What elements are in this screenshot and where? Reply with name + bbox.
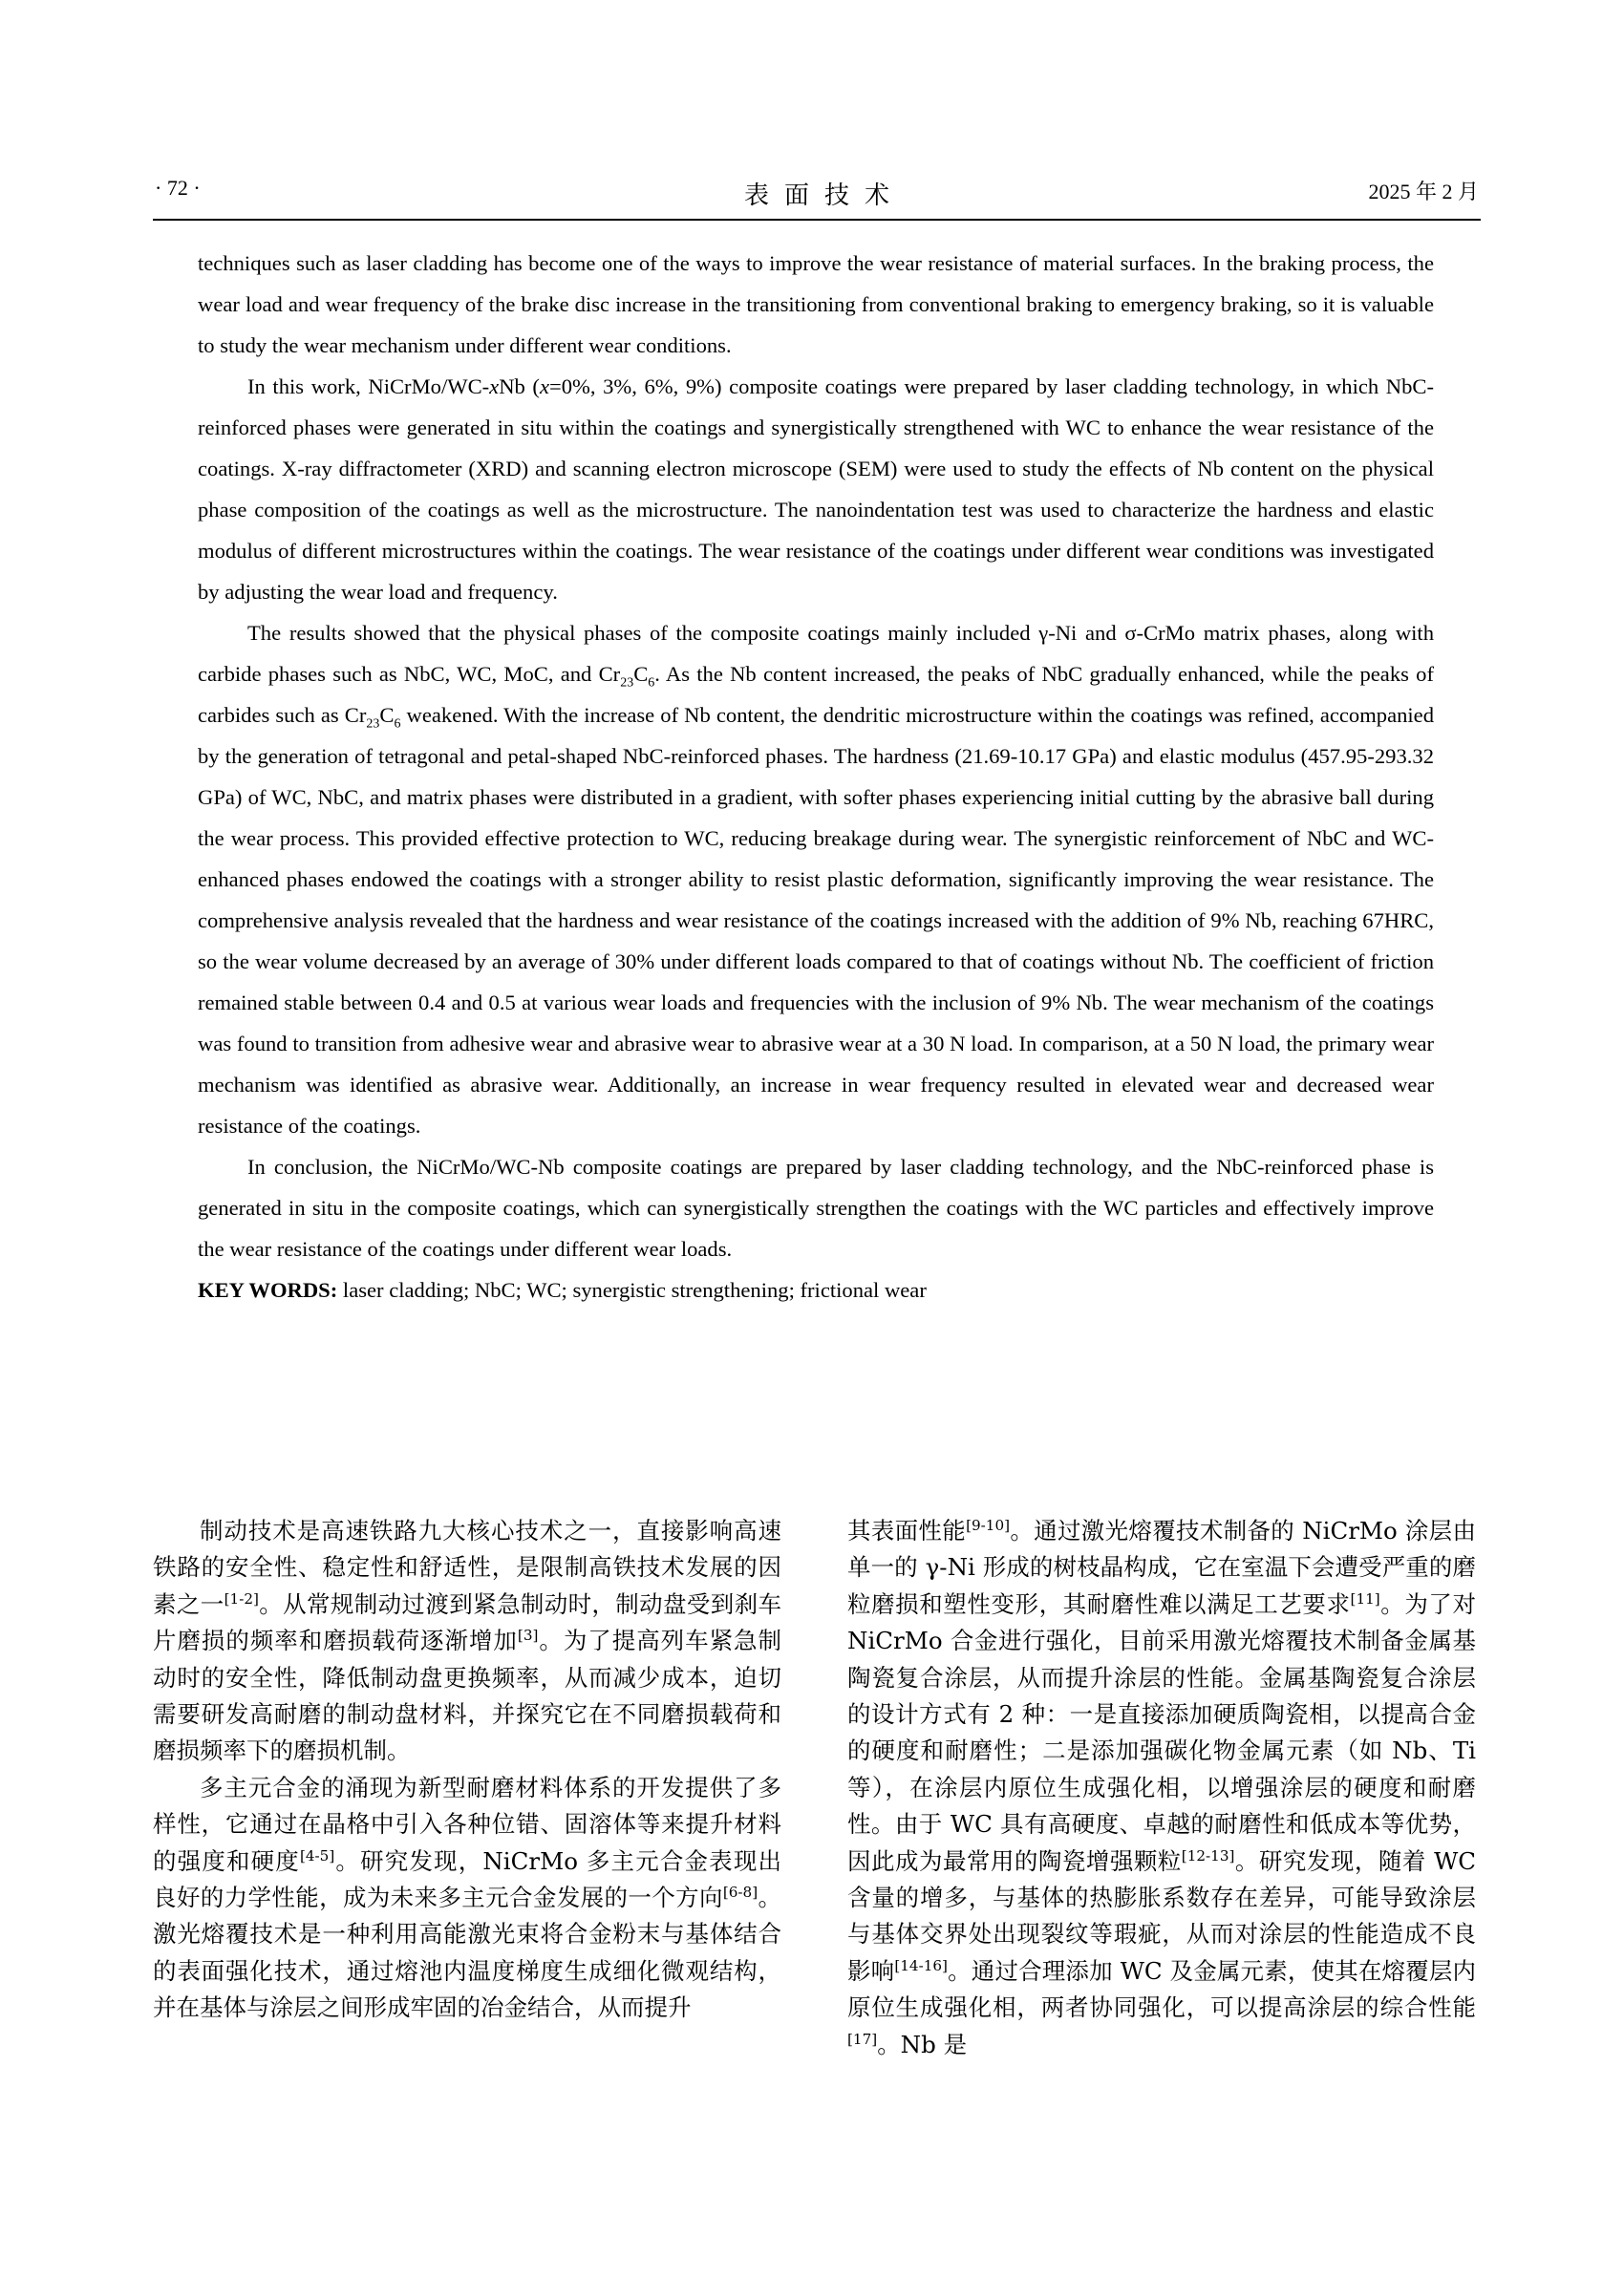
keywords-list: laser cladding; NbC; WC; synergistic strengthening; frictional wear [337, 1278, 927, 1302]
citation: [1-2] [224, 1589, 259, 1608]
citation: [12-13] [1181, 1846, 1235, 1864]
keywords-label: KEY WORDS: [198, 1278, 338, 1302]
body-column-right [847, 1513, 1476, 2063]
english-abstract [198, 243, 1434, 1310]
citation: [9-10] [966, 1516, 1011, 1534]
citation: [11] [1350, 1589, 1380, 1608]
citation: [4-5] [299, 1846, 335, 1864]
abstract-paragraph-3: The results showed that the physical phases of the composite coatings mainly included γ-Ni and σ-CrMo matrix phases, along with carbide phases such as NbC, WC, MoC, and $Cr_{23}C_6$. As the Nb content increased, the peaks of NbC gradually enhanced, while the peaks of carbides such as $Cr_{23}C_6$ weakened. With the increase of Nb content, the dendritic microstructure within the coatings was refined, accompanied by the generation of tetragonal and petal-shaped NbC-reinforced phases. The hardness (21.69-10.17 GPa) and elastic modulus (457.95-293.32 GPa) of WC, NbC, and matrix phases were distributed in a gradient, with softer phases experiencing initial cutting by the abrasive ball during the wear process. This provided effective protection to WC, reducing breakage during wear. The synergistic reinforcement of NbC and WC-enhanced phases endowed the coatings with a stronger ability to resist plastic deformation, significantly improving the wear resistance. The comprehensive analysis revealed that the hardness and wear resistance of the coatings increased with the addition of 9% Nb, reaching 67HRC, so the wear volume decreased by an average of 30% under different loads compared to that of coatings without Nb. The coefficient of friction remained stable between 0.4 and 0.5 at various wear loads and frequencies with the inclusion of 9% Nb. The wear mechanism of the coatings was found to transition from adhesive wear and abrasive wear to abrasive wear at a 30 N load. In comparison, at a 50 N load, the primary wear mechanism was identified as abrasive wear. Additionally, an increase in wear frequency resulted in elevated wear and decreased wear resistance of the coatings. [198, 621, 1434, 1138]
body-paragraph: 其表面性能[9-10]。通过激光熔覆技术制备的 NiCrMo 涂层由单一的 γ-Ni 形成的树枝晶构成，它在室温下会遭受严重的磨粒磨损和塑性变形，其耐磨性难以满足工艺要求[11]。为了对 NiCrMo 合金进行强化，目前采用激光熔覆技术制备金属基陶瓷复合涂层，从而提升涂层的性能。金属基陶瓷复合涂层的设计方式有 2 种：一是直接添加硬质陶瓷相，以提高合金的硬度和耐磨性；二是添加强碳化物金属元素（如 Nb、Ti 等），在涂层内原位生成强化相，以增强涂层的硬度和耐磨性。由于 WC 具有高硬度、卓越的耐磨性和低成本等优势，因此成为最常用的陶瓷增强颗粒[12-13]。研究发现，随着 WC 含量的增多，与基体的热膨胀系数存在差异，可能导致涂层与基体交界处出现裂纹等瑕疵，从而对涂层的性能造成不良影响[14-16]。通过合理添加 WC 及金属元素，使其在熔覆层内原位生成强化相，两者协同强化，可以提高涂层的综合性能[17]。Nb 是 [847, 1516, 1477, 2058]
citation: [17] [847, 2030, 878, 2048]
abstract-paragraph-4: In conclusion, the NiCrMo/WC-Nb composite coatings are prepared by laser cladding technology, and the NbC-reinforced phase is generated in situ in the composite coatings, which can synergistically strengthen the coatings with the WC particles and effectively improve the wear resistance of the coatings under different wear loads. [198, 1155, 1434, 1261]
body-column-left [153, 1513, 781, 2027]
page-number: · 72 · [155, 176, 201, 200]
header-rule [153, 219, 1481, 221]
citation: [3] [517, 1627, 539, 1645]
body-paragraph: 多主元合金的涌现为新型耐磨材料体系的开发提供了多样性，它通过在晶格中引入各种位错、固溶体等来提升材料的强度和硬度[4-5]。研究发现，NiCrMo 多主元合金表现出良好的力学性能，成为未来多主元合金发展的一个方向[6-8]。激光熔覆技术是一种利用高能激光束将合金粉末与基体结合的表面强化技术，通过熔池内温度梯度生成细化微观结构，并在基体与涂层之间形成牢固的冶金结合，从而提升 [153, 1773, 782, 2022]
issue-date: 2025 年 2 月 [1368, 180, 1479, 203]
running-header [155, 176, 1479, 214]
abstract-paragraph-2: In this work, NiCrMo/WC-xNb (x=0%, 3%, 6%, 9%) composite coatings were prepared by laser cladding technology, in which NbC-reinforced phases were generated in situ within the coatings and synergistically strengthened with WC to enhance the wear resistance of the coatings. X-ray diffractometer (XRD) and scanning electron microscope (SEM) were used to study the effects of Nb content on the physical phase composition of the coatings as well as the microstructure. The nanoindentation test was used to characterize the hardness and elastic modulus of different microstructures within the coatings. The wear resistance of the coatings under different wear conditions was investigated by adjusting the wear load and frequency. [198, 374, 1434, 604]
abstract-paragraph-1: techniques such as laser cladding has become one of the ways to improve the wear resistance of material surfaces. In the braking process, the wear load and wear frequency of the brake disc increase in the transitioning from conventional braking to emergency braking, so it is valuable to study the wear mechanism under different wear conditions. [198, 251, 1434, 357]
keywords [198, 1269, 1434, 1310]
citation: [14-16] [894, 1956, 948, 1974]
journal-title: 表面技术 [743, 181, 905, 209]
body-paragraph: 制动技术是高速铁路九大核心技术之一，直接影响高速铁路的安全性、稳定性和舒适性，是限制高铁技术发展的因素之一[1-2]。从常规制动过渡到紧急制动时，制动盘受到刹车片磨损的频率和磨损载荷逐渐增加[3]。为了提高列车紧急制动时的安全性，降低制动盘更换频率，从而减少成本，迫切需要研发高耐磨的制动盘材料，并探究它在不同磨损载荷和磨损频率下的磨损机制。 [153, 1517, 782, 1765]
citation: [6-8] [722, 1883, 759, 1901]
